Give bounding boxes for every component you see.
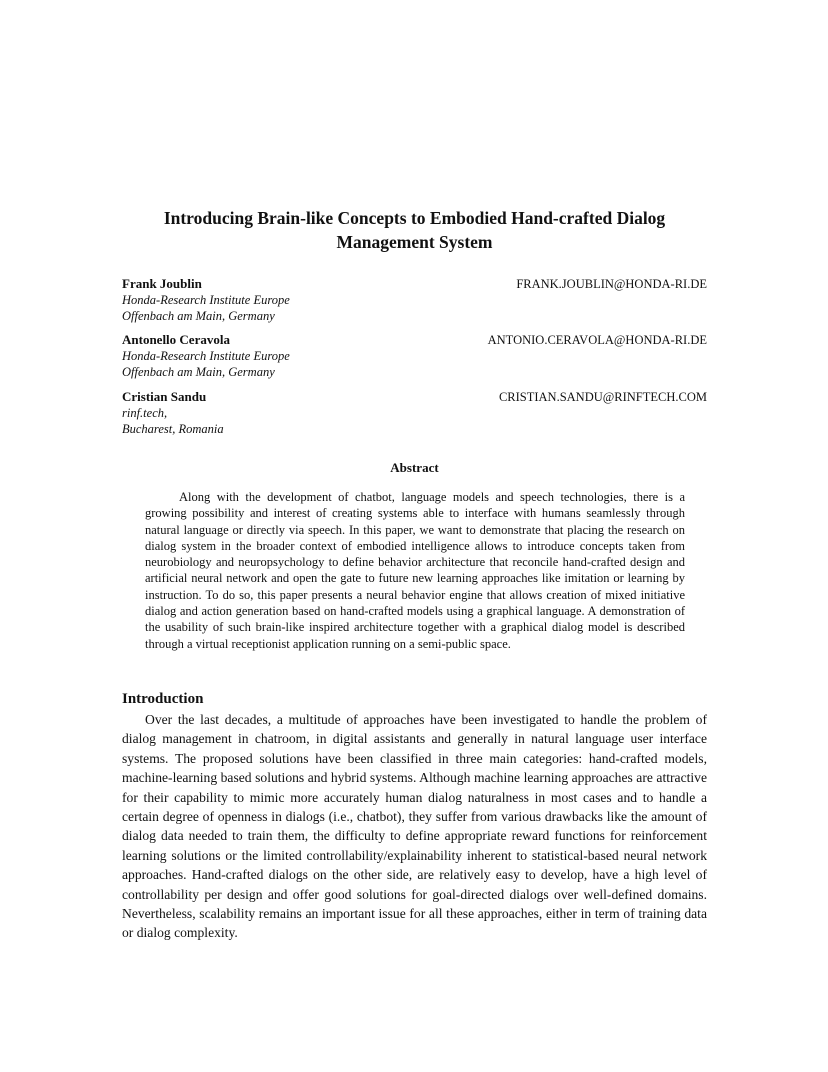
section-heading-introduction: Introduction (122, 691, 204, 707)
author-affiliation: rinf.tech, (122, 406, 168, 420)
author-email: CRISTIAN.SANDU@RINFTECH.COM (498, 390, 707, 404)
author-location: Bucharest, Romania (122, 422, 224, 436)
author-email: FRANK.JOUBLIN@HONDA-RI.DE (516, 277, 707, 291)
author-location: Offenbach am Main, Germany (122, 365, 275, 379)
abstract-text: Along with the development of chatbot, language models and speech technologies, there is a growing possibility and interest of creating systems able to interface with humans seamlessly through natural language or directly via speech. In this paper, we want to demonstrate that placing the research on dialog system in the broader context of embodied intelligence allows to introduce concepts taken from neurobiology and neuropsychology to define behavior architecture that reconcile hand-crafted design and artificial neural network and open the gate to future new learning approaches like imitation or learning by instruction. To do so, this paper presents a neural behavior engine that allows creation of mixed initiative dialog and action generation based on hand-crafted models using a graphical language. A demonstration of the usability of such brain-like inspired architecture together with a graphical dialog model is described through a virtual receptionist application running on a semi-public space. (145, 490, 685, 651)
author-block (122, 276, 707, 324)
author-location: Offenbach am Main, Germany (122, 309, 275, 323)
author-name: Cristian Sandu (122, 389, 207, 404)
author-name: Antonello Ceravola (122, 332, 230, 347)
author-email: ANTONIO.CERAVOLA@HONDA-RI.DE (487, 333, 707, 347)
author-block (122, 389, 707, 437)
author-affiliation: Honda-Research Institute Europe (122, 293, 290, 307)
author-name: Frank Joublin (122, 276, 202, 291)
introduction-text: Over the last decades, a multitude of approaches have been investigated to handle the problem of dialog management in chatroom, in digital assistants and generally in natural language user interface systems. The proposed solutions have been classified in three main categories: hand-crafted models, machine-learning based solutions and hybrid systems. Although machine learning approaches are attractive for their capability to mimic more accurately human dialog naturalness in most cases and to handle a certain degree of openness in dialogs (i.e., chatbot), they suffer from various drawbacks like the amount of dialog data needed to train them, the difficulty to define appropriate reward functions for reinforcement learning solutions or the limited controllability/explainability inherent to statistical-based neural network approaches. Hand-crafted dialogs on the other side, are relatively easy to develop, have a high level of controllability per design and offer good solutions for goal-directed dialogs over well-defined domains. Nevertheless, scalability remains an important issue for all these approaches, either in term of training data or dialog complexity. (122, 712, 707, 941)
paper-title: Introducing Brain-like Concepts to Embodied Hand-crafted Dialog Management System (163, 208, 666, 252)
author-block (122, 332, 707, 380)
abstract-heading: Abstract (390, 460, 439, 475)
author-affiliation: Honda-Research Institute Europe (122, 349, 290, 363)
